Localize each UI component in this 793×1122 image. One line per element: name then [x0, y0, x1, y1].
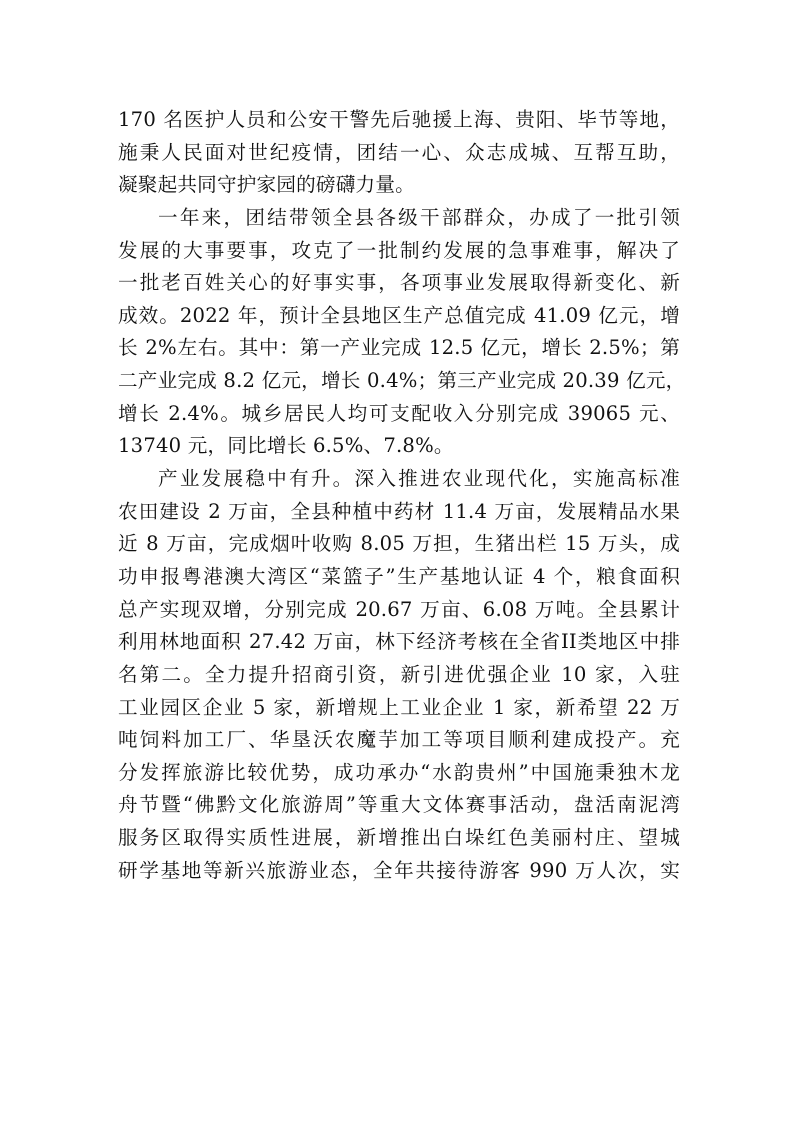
text-line: 凝聚起共同守护家园的磅礴力量。	[118, 173, 415, 197]
text-line: 舟节暨“佛黔文化旅游周”等重大文体赛事活动，盘活南泥湾	[118, 793, 680, 817]
document-page	[118, 104, 686, 887]
text-line: 增长 2.4%。城乡居民人均可支配收入分别完成 39065 元、	[118, 401, 680, 425]
text-line: 170 名医护人员和公安干警先后驰援上海、贵阳、毕节等地，	[118, 108, 680, 131]
text-line: 二产业完成 8.2 亿元，增长 0.4%；第三产业完成 20.39 亿元，	[118, 369, 686, 393]
text-line: 农田建设 2 万亩，全县种植中药材 11.4 万亩，发展精品水果	[118, 499, 680, 523]
text-line: 13740 元，同比增长 6.5%、7.8%。	[118, 434, 454, 458]
text-line: 成效。2022 年，预计全县地区生产总值完成 41.09 亿元，增	[118, 303, 680, 327]
text-line: 分发挥旅游比较优势，成功承办“水韵贵州”中国施秉独木龙	[118, 760, 680, 784]
text-line: 名第二。全力提升招商引资，新引进优强企业 10 家，入驻	[118, 662, 680, 686]
text-line: 吨饲料加工厂、华垦沃农魔芋加工等项目顺利建成投产。充	[118, 728, 680, 752]
text-line: 利用林地面积 27.42 万亩，林下经济考核在全省II类地区中排	[118, 630, 680, 654]
text-line: 长 2%左右。其中：第一产业完成 12.5 亿元，增长 2.5%；第	[118, 336, 680, 360]
paragraph-1	[118, 104, 680, 202]
paragraph-3	[118, 463, 680, 887]
text-line: 总产实现双增，分别完成 20.67 万亩、6.08 万吨。全县累计	[118, 597, 680, 621]
text-line: 产业发展稳中有升。深入推进农业现代化，实施高标准	[158, 467, 680, 491]
text-line: 一年来，团结带领全县各级干部群众，办成了一批引领	[158, 205, 680, 229]
text-line: 施秉人民面对世纪疫情，团结一心、众志成城、互帮互助，	[118, 140, 680, 164]
text-line: 近 8 万亩，完成烟叶收购 8.05 万担，生猪出栏 15 万头，成	[118, 532, 680, 556]
text-line: 发展的大事要事，攻克了一批制约发展的急事难事，解决了	[118, 238, 680, 262]
text-line: 研学基地等新兴旅游业态，全年共接待游客 990 万人次，实	[118, 858, 680, 882]
text-line: 功申报粤港澳大湾区“菜篮子”生产基地认证 4 个，粮食面积	[118, 564, 680, 588]
paragraph-2	[118, 202, 686, 463]
text-line: 服务区取得实质性进展，新增推出白垛红色美丽村庄、望城	[118, 826, 680, 850]
text-line: 一批老百姓关心的好事实事，各项事业发展取得新变化、新	[118, 271, 680, 295]
text-line: 工业园区企业 5 家，新增规上工业企业 1 家，新希望 22 万	[118, 695, 680, 719]
